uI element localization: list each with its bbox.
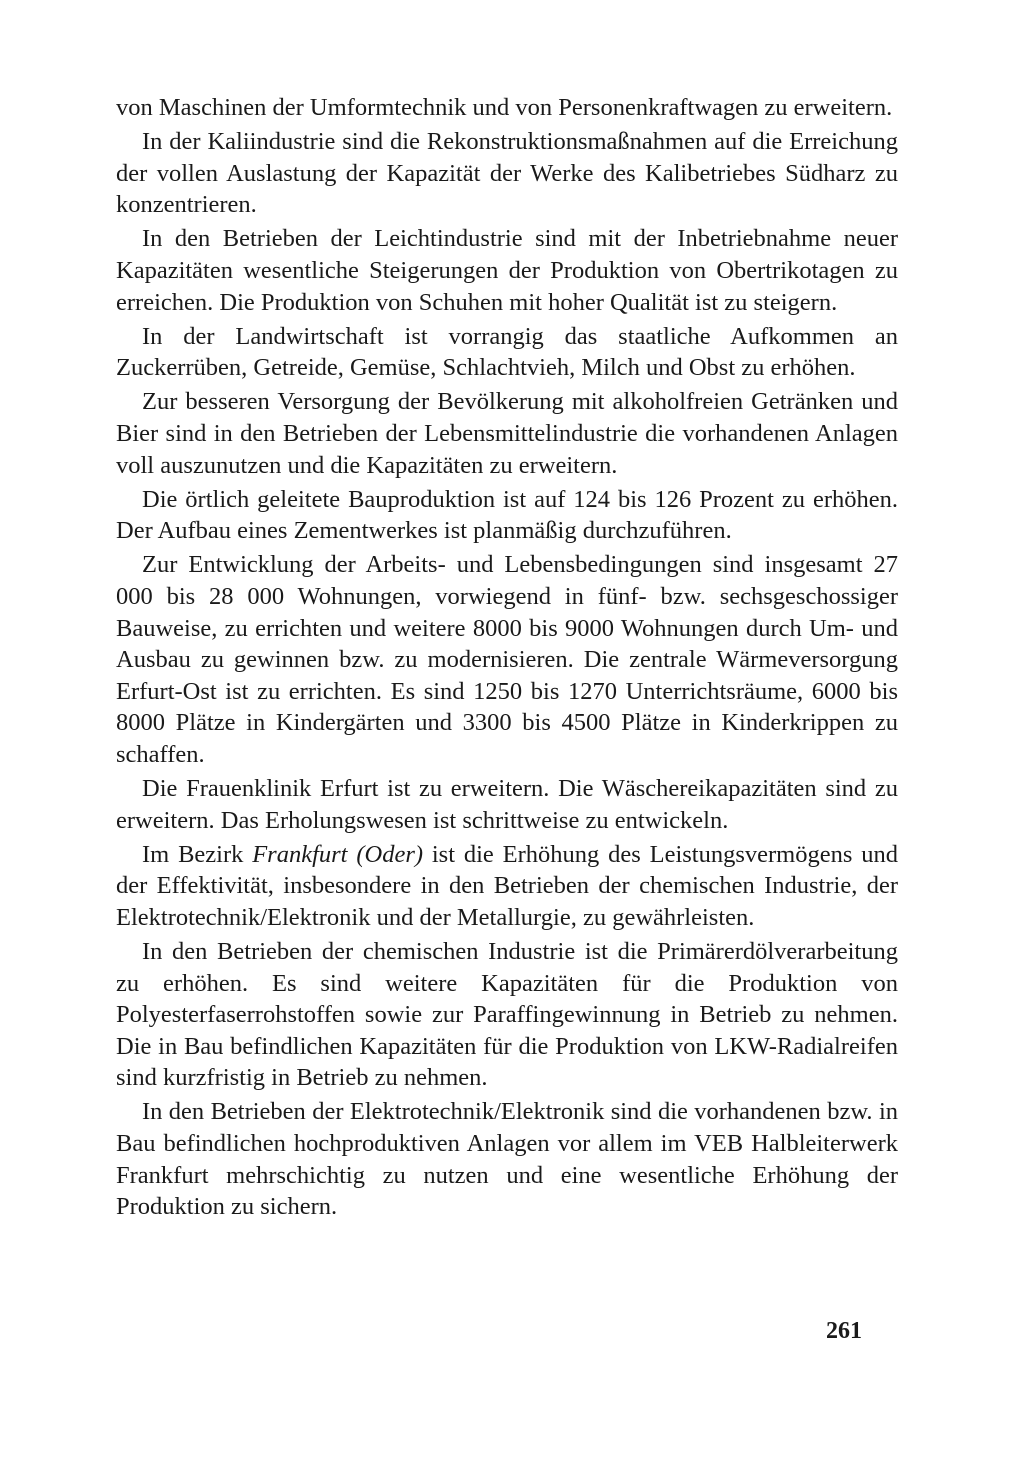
paragraph: Die örtlich geleitete Bauproduktion ist auf 124 bis 126 Prozent zu erhöhen. Der Aufbau eines Zementwerkes ist planmäßig durchzuführen.: [116, 485, 898, 545]
paragraph: [116, 839, 898, 934]
region-name-italic: Frankfurt (Oder): [252, 840, 424, 868]
paragraph: Zur besseren Versorgung der Bevölkerung mit alkoholfreien Getränken und Bier sind in den Betrieben der Lebensmittelindustrie die vorhandenen Anlagen voll auszunutzen und die Kapazitäten zu erweitern.: [116, 388, 898, 479]
page-number: 261: [826, 1318, 862, 1344]
paragraph: In den Betrieben der Elektrotechnik/Elektronik sind die vorhandenen bzw. in Bau befindlichen hochproduktiven Anlagen vor allem im VEB Halbleiterwerk Frankfurt mehrschichtig zu nutzen und eine wesentliche Erhöhung der Produktion zu sichern.: [116, 1098, 898, 1221]
paragraph: von Maschinen der Umformtechnik und von Personenkraftwagen zu erweitern.: [116, 94, 893, 121]
paragraph-text: Im Bezirk: [142, 840, 253, 868]
page-body: [116, 92, 898, 1225]
paragraph-text: ist die Erhöhung des Leistungsvermögens und der Effektivität, insbesondere in den Betrieben der chemischen Industrie, der Elektrotechnik/Elektronik und der Metallurgie, zu gewährleisten.: [116, 840, 898, 931]
paragraph: Die Frauenklinik Erfurt ist zu erweitern. Die Wäschereikapazitäten sind zu erweitern. Das Erholungswesen ist schrittweise zu entwickeln.: [116, 774, 898, 834]
paragraph: In der Kaliindustrie sind die Rekonstruktionsmaßnahmen auf die Erreichung der vollen Auslastung der Kapazität der Werke des Kalibetriebes Südharz zu konzentrieren.: [116, 128, 898, 219]
paragraph: In der Landwirtschaft ist vorrangig das staatliche Aufkommen an Zuckerrüben, Getreide, Gemüse, Schlachtvieh, Milch und Obst zu erhöhen.: [116, 322, 898, 382]
paragraph: In den Betrieben der chemischen Industrie ist die Primärerdölverarbeitung zu erhöhen. Es sind weitere Kapazitäten für die Produktion von Polyesterfaserrohstoffen sowie zur Paraffingewinnung in Betrieb zu nehmen. Die in Bau befindlichen Kapazitäten für die Produktion von LKW-Radialreifen sind kurzfristig in Betrieb zu nehmen.: [116, 937, 898, 1092]
paragraph: In den Betrieben der Leichtindustrie sind mit der Inbetriebnahme neuer Kapazitäten wesentliche Steigerungen der Produktion von Obertrikotagen zu erreichen. Die Produktion von Schuhen mit hoher Qualität ist zu steigern.: [116, 225, 898, 316]
paragraph: Zur Entwicklung der Arbeits- und Lebensbedingungen sind insgesamt 27 000 bis 28 000 Wohnungen, vorwiegend in fünf- bzw. sechsgeschossiger Bauweise, zu errichten und weitere 8000 bis 9000 Wohnungen durch Um- und Ausbau zu gewinnen bzw. zu modernisieren. Die zentrale Wärmeversorgung Erfurt-Ost ist zu errichten. Es sind 1250 bis 1270 Unterrichtsräume, 6000 bis 8000 Plätze in Kindergärten und 3300 bis 4500 Plätze in Kinderkrippen zu schaffen.: [116, 551, 898, 768]
